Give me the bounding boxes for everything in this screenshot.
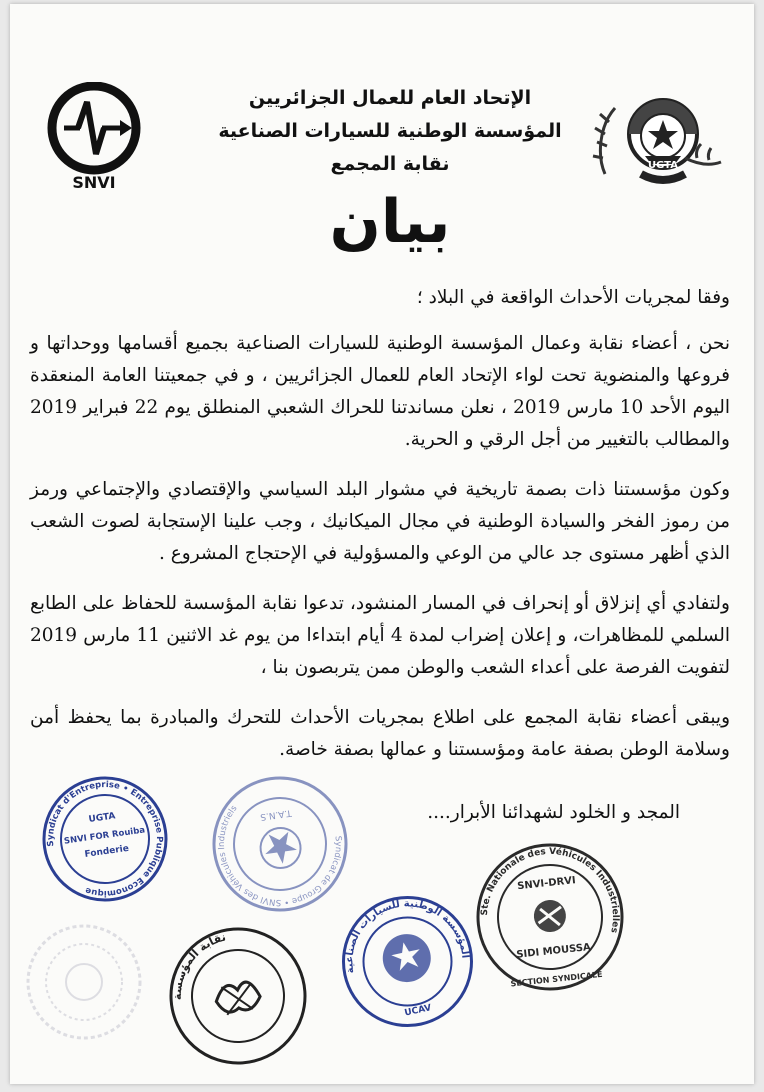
ugta-logo-text: UGTA: [648, 160, 678, 171]
stamp1-mid-text: Fonderie: [84, 843, 130, 860]
document-page: [10, 4, 754, 1084]
union-name: الإتحاد العام للعمال الجزائريين: [248, 87, 532, 109]
stamp-snvi-rouiba: [32, 766, 179, 913]
stamp4-outer-text: المؤسسة الوطنية للسيارات الصناعية: [344, 898, 471, 975]
stamp-syndicat-groupe: [201, 765, 359, 923]
stamp2-outer-text: Syndicat de Groupe • SNVI des Véhicules Industriels: [216, 803, 344, 908]
snvi-logo-text: SNVI: [72, 173, 116, 192]
stamp5-outer-text: نقابة المؤسسة: [170, 930, 228, 1001]
stamp1-ugta-text: UGTA: [88, 811, 117, 826]
ugta-emblem-icon: [585, 86, 735, 196]
stamp3-section-text: SECTION SYNDICALE: [510, 969, 603, 989]
stamp3-outer-text: Ste. Nationale des Véhicules Industrielles: [479, 846, 621, 934]
stamp2-inner-text: T.A.N.S: [259, 807, 293, 822]
document-title: بيان: [329, 187, 451, 257]
company-name: المؤسسة الوطنية للسيارات الصناعية: [218, 120, 562, 142]
stamp1-inner-text: SNVI FOR Rouiba: [63, 825, 146, 847]
snvi-emblem-icon: [40, 82, 148, 194]
paragraph-1: نحن ، أعضاء نقابة وعمال المؤسسة الوطنية للسيارات الصناعية بجميع أقسامها ووحداتها و فروعها والمنضوية تحت لواء الإتحاد العام للعمال الجزائريين ، و في جمعيتنا العامة المنعقدة اليوم الأحد 10 مارس 2019 ، نعلن مساندتنا للحراك الشعبي المنطلق يوم 22 فبراير 2019 والمطالب بالتغيير من أجل الرقي و الحرية.: [30, 333, 730, 450]
paragraph-3: ولتفادي أي إنزلاق أو إنحراف في المسار المنشود، تدعوا نقابة المؤسسة للحفاظ على الطابع السلمي للمظاهرات، و إعلان إضراب لمدة 4 أيام ابتداءا من يوم غد الاثنين 11 مارس 2019 لتفويت الفرصة على أعداء الشعب والوطن ممن يتربصون بنا ،: [30, 593, 730, 678]
stamp3-top-text: SNVI-DRVI: [516, 875, 577, 893]
stamp4-inner-text: UCAV: [403, 1003, 433, 1019]
stamp-snvi-drvi: [468, 835, 633, 1000]
intro-line: وفقا لمجريات الأحداث الواقعة في البلاد ؛: [416, 287, 730, 308]
snvi-logo: [40, 82, 148, 194]
paragraph-4: ويبقى أعضاء نقابة المجمع على اطلاع بمجريات الأحداث للتحرك والمبادرة بما يحفظ أمن وسلامة الوطن بصفة عامة ومؤسستنا و عمالها بصفة خاصة.: [30, 707, 730, 760]
stamp-black-syndicate: [163, 921, 312, 1070]
stamp1-outer-text: Syndicat d'Entreprise • Entreprise Publique Economique: [45, 779, 165, 899]
syndicate-name: نقابة المجمع: [330, 153, 450, 175]
paragraph-2: وكون مؤسستنا ذات بصمة تاريخية في مشوار البلد السياسي والإقتصادي والإجتماعي ورمز من رموز الفخر والسيادة الوطنية في مجال الميكانيك ، وجب علينا الإستجابة لصوت الشعب الذي أظهر مستوى جد عالي من الوعي والمسؤولية في الإحتجاج المشروع .: [30, 479, 730, 564]
closing-line: المجد و الخلود لشهدائنا الأبرار....: [427, 802, 680, 823]
ugta-logo: [585, 86, 735, 196]
stamp-faint: [24, 922, 144, 1042]
stamp3-bottom-text: SIDI MOUSSA: [515, 941, 592, 961]
stamp-ucav: [327, 881, 487, 1041]
statement-body: [30, 282, 730, 784]
letterhead: [210, 82, 570, 181]
